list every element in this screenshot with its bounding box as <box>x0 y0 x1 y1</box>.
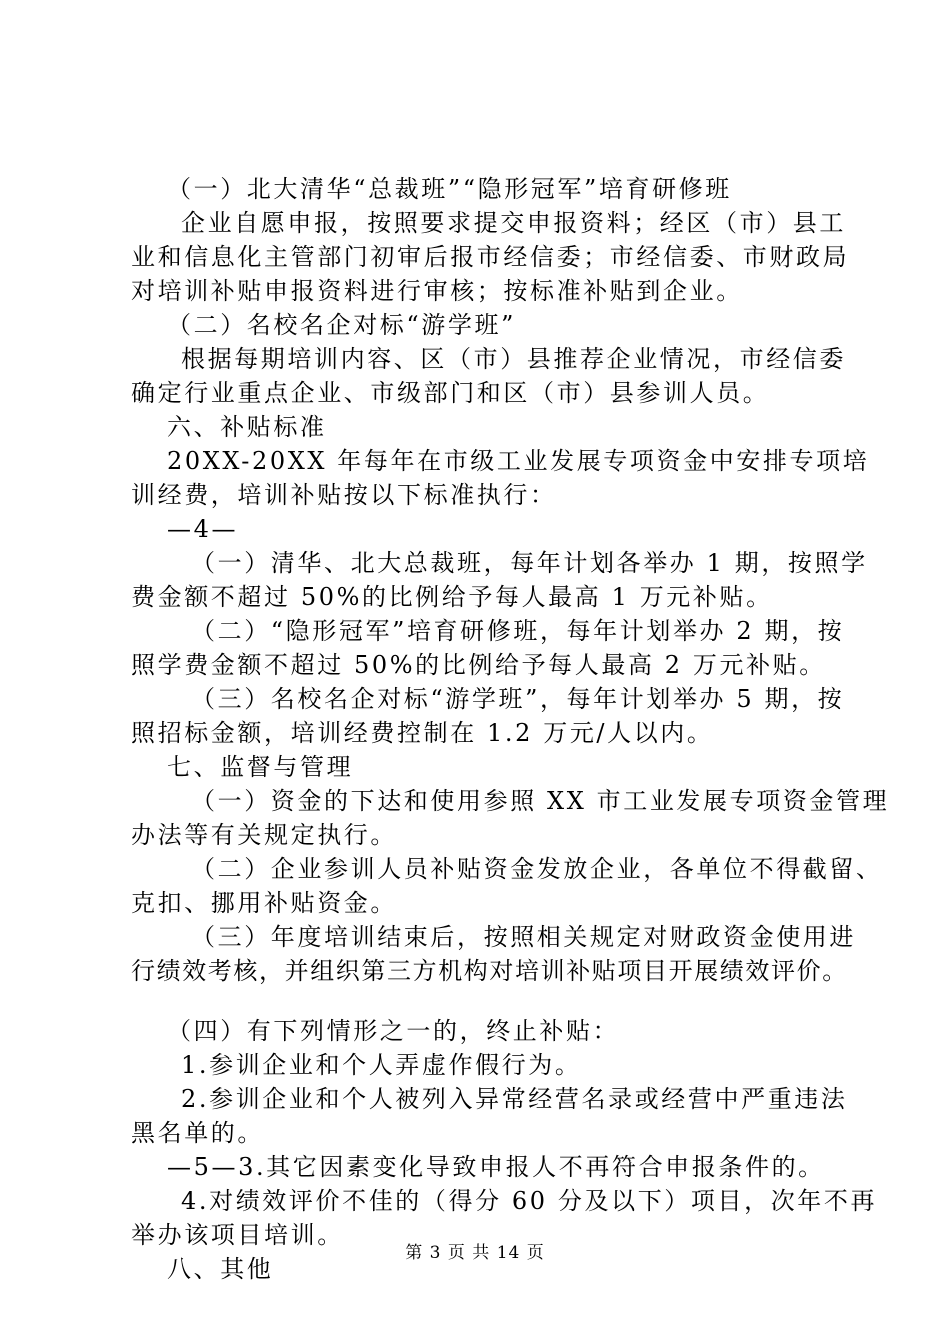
paragraph-line: 根据每期培训内容、区（市）县推荐企业情况，市经信委 <box>181 345 846 373</box>
paragraph-line: （二）企业参训人员补贴资金发放企业，各单位不得截留、 <box>191 855 883 883</box>
paragraph-line: 行绩效考核，并组织第三方机构对培训补贴项目开展绩效评价。 <box>131 957 848 985</box>
list-item: 2.参训企业和个人被列入异常经营名录或经营中严重违法 <box>181 1085 848 1113</box>
paragraph-line: （二）“隐形冠军”培育研修班，每年计划举办 2 期，按 <box>191 617 845 645</box>
heading-section-2: （二）名校名企对标“游学班” <box>167 311 516 339</box>
paragraph-line: （一）清华、北大总裁班，每年计划各举办 1 期，按照学 <box>191 549 868 577</box>
heading-termination: （四）有下列情形之一的，终止补贴： <box>167 1017 620 1045</box>
paragraph-line: 举办该项目培训。 <box>131 1221 344 1249</box>
paragraph-line: 业和信息化主管部门初审后报市经信委；市经信委、市财政局 <box>131 243 850 271</box>
paragraph-line: （三）年度培训结束后，按照相关规定对财政资金使用进 <box>191 923 856 951</box>
paragraph-line: 克扣、挪用补贴资金。 <box>131 889 397 917</box>
paragraph-line: 训经费，培训补贴按以下标准执行： <box>131 481 557 509</box>
paragraph-line: 20XX-20XX 年每年在市级工业发展专项资金中安排专项培 <box>167 447 870 475</box>
paragraph-line: 对培训补贴申报资料进行审核；按标准补贴到企业。 <box>131 277 743 305</box>
paragraph-line: 确定行业重点企业、市级部门和区（市）县参训人员。 <box>131 379 770 407</box>
paragraph-line: 照招标金额，培训经费控制在 1.2 万元/人以内。 <box>131 719 714 747</box>
paragraph-line: 办法等有关规定执行。 <box>131 821 397 849</box>
list-item: 1.参训企业和个人弄虚作假行为。 <box>181 1051 582 1079</box>
heading-section-1: （一）北大清华“总裁班”“隐形冠军”培育研修班 <box>167 175 732 203</box>
heading-subsidy-standard: 六、补贴标准 <box>167 413 327 441</box>
paragraph-line: 企业自愿申报，按照要求提交申报资料；经区（市）县工 <box>181 209 846 237</box>
heading-supervision: 七、监督与管理 <box>167 753 354 781</box>
list-item: —5—3.其它因素变化导致申报人不再符合申报条件的。 <box>167 1153 825 1181</box>
paragraph-line: 黑名单的。 <box>131 1119 264 1147</box>
list-item: 4.对绩效评价不佳的（得分 60 分及以下）项目，次年不再 <box>181 1187 878 1215</box>
paragraph-line: 照学费金额不超过 50%的比例给予每人最高 2 万元补贴。 <box>131 651 826 679</box>
document-body <box>131 172 890 1286</box>
page-footer: 第 3 页 共 14 页 <box>405 1243 545 1263</box>
paragraph-line: 费金额不超过 50%的比例给予每人最高 1 万元补贴。 <box>131 583 773 611</box>
paragraph-line: （一）资金的下达和使用参照 XX 市工业发展专项资金管理 <box>191 787 890 815</box>
heading-other: 八、其他 <box>167 1255 274 1283</box>
page-marker: —4— <box>167 515 239 543</box>
paragraph-line: （三）名校名企对标“游学班”，每年计划举办 5 期，按 <box>191 685 845 713</box>
